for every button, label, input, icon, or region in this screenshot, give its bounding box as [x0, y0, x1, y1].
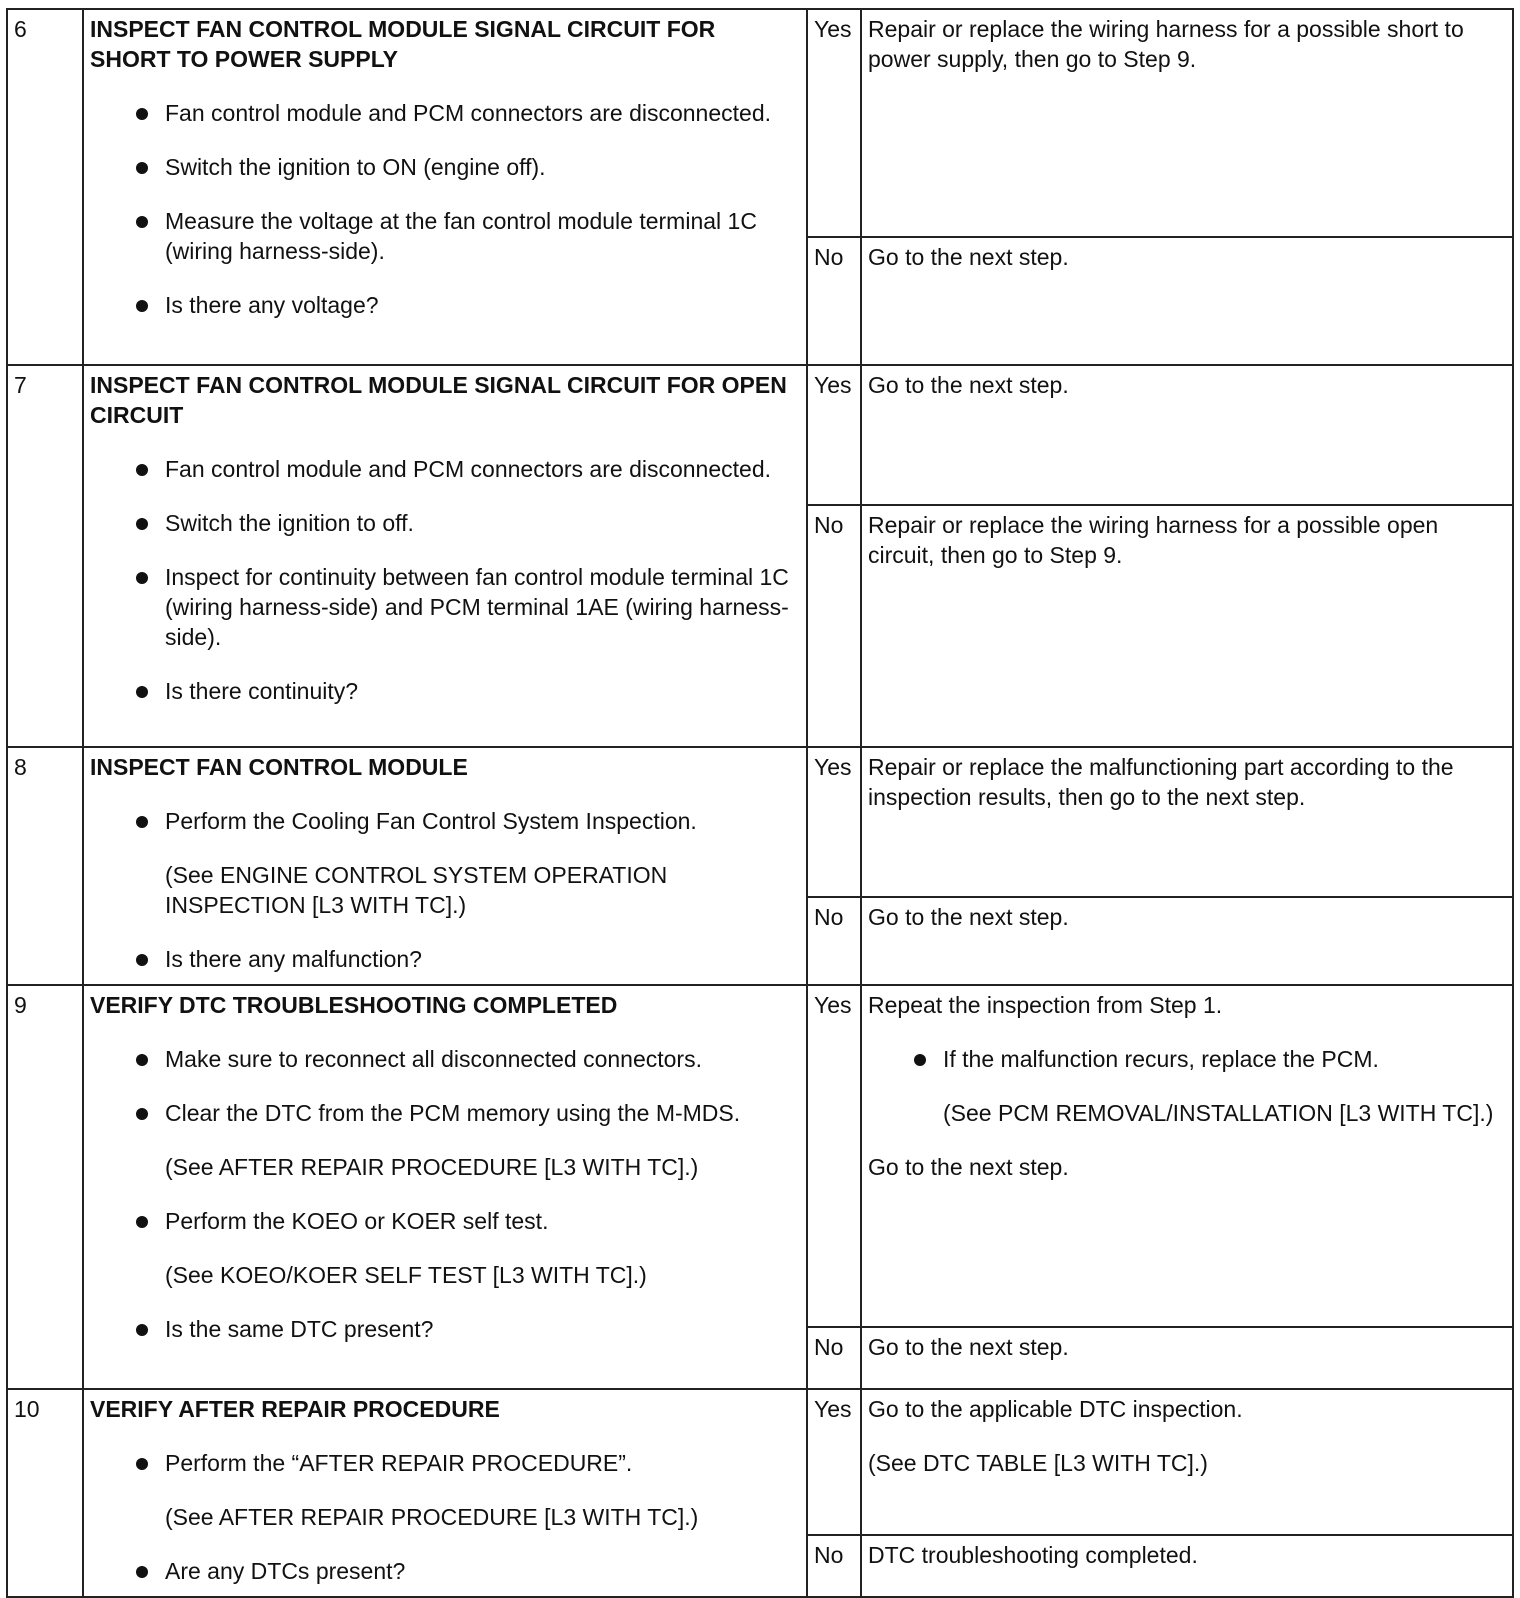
troubleshooting-table — [6, 8, 1514, 1598]
yes-action-text: Repeat the inspection from Step 1. — [868, 992, 1223, 1018]
yes-label: Yes — [807, 1389, 861, 1535]
step-number: 9 — [7, 985, 83, 1389]
list-item: Is there any malfunction? — [90, 944, 800, 974]
no-label: No — [807, 1535, 861, 1597]
yes-label: Yes — [807, 9, 861, 237]
table-row — [7, 365, 1513, 505]
reference-note: (See DTC TABLE [L3 WITH TC].) — [868, 1450, 1208, 1476]
list-item: If the malfunction recurs, replace the PCM. — [868, 1044, 1506, 1074]
yes-action — [861, 985, 1513, 1327]
step-number: 10 — [7, 1389, 83, 1597]
yes-label: Yes — [807, 747, 861, 897]
table-row — [7, 747, 1513, 897]
reference-note: (See ENGINE CONTROL SYSTEM OPERATION INSPECTION [L3 WITH TC].) — [165, 862, 668, 918]
list-item: Switch the ignition to off. — [90, 508, 800, 538]
list-item: Perform the KOEO or KOER self test. — [90, 1206, 800, 1236]
no-action: Repair or replace the wiring harness for a possible open circuit, then go to Step 9. — [861, 505, 1513, 747]
reference-note: (See AFTER REPAIR PROCEDURE [L3 WITH TC].) — [165, 1504, 699, 1530]
step-number: 8 — [7, 747, 83, 985]
yes-action: Repair or replace the malfunctioning part according to the inspection results, then go to the next step. — [861, 747, 1513, 897]
reference-note: (See AFTER REPAIR PROCEDURE [L3 WITH TC].) — [165, 1154, 699, 1180]
step-instructions — [83, 1389, 807, 1597]
no-action: DTC troubleshooting completed. — [861, 1535, 1513, 1597]
step-number: 7 — [7, 365, 83, 747]
yes-action — [861, 1389, 1513, 1535]
no-label: No — [807, 505, 861, 747]
step-title: INSPECT FAN CONTROL MODULE SIGNAL CIRCUIT FOR SHORT TO POWER SUPPLY — [90, 16, 716, 72]
list-item: Fan control module and PCM connectors are disconnected. — [90, 98, 800, 128]
step-instructions — [83, 365, 807, 747]
list-item: Measure the voltage at the fan control module terminal 1C (wiring harness-side). — [90, 206, 800, 266]
yes-action-text: Go to the next step. — [868, 1154, 1069, 1180]
list-item: Is there any voltage? — [90, 290, 800, 320]
troubleshooting-document — [6, 8, 1512, 1598]
no-label: No — [807, 1327, 861, 1389]
reference-note: (See PCM REMOVAL/INSTALLATION [L3 WITH TC].) — [943, 1100, 1494, 1126]
list-item: Inspect for continuity between fan control module terminal 1C (wiring harness-side) and PCM terminal 1AE (wiring harness-side). — [90, 562, 800, 652]
list-item: Perform the Cooling Fan Control System Inspection. — [90, 806, 800, 836]
reference-note: (See KOEO/KOER SELF TEST [L3 WITH TC].) — [165, 1262, 647, 1288]
step-instructions — [83, 985, 807, 1389]
list-item: Perform the “AFTER REPAIR PROCEDURE”. — [90, 1448, 800, 1478]
yes-action-text: Go to the applicable DTC inspection. — [868, 1396, 1243, 1422]
no-action: Go to the next step. — [861, 237, 1513, 365]
step-instructions — [83, 9, 807, 365]
step-title: INSPECT FAN CONTROL MODULE SIGNAL CIRCUIT FOR OPEN CIRCUIT — [90, 372, 787, 428]
no-label: No — [807, 237, 861, 365]
yes-label: Yes — [807, 985, 861, 1327]
list-item: Are any DTCs present? — [90, 1556, 800, 1586]
table-row — [7, 1389, 1513, 1535]
step-instructions — [83, 747, 807, 985]
yes-action: Repair or replace the wiring harness for a possible short to power supply, then go to Step 9. — [861, 9, 1513, 237]
step-title: VERIFY DTC TROUBLESHOOTING COMPLETED — [90, 992, 618, 1018]
step-number: 6 — [7, 9, 83, 365]
table-row — [7, 9, 1513, 237]
step-title: VERIFY AFTER REPAIR PROCEDURE — [90, 1396, 500, 1422]
list-item: Clear the DTC from the PCM memory using the M-MDS. — [90, 1098, 800, 1128]
yes-action: Go to the next step. — [861, 365, 1513, 505]
list-item: Is the same DTC present? — [90, 1314, 800, 1344]
list-item: Fan control module and PCM connectors are disconnected. — [90, 454, 800, 484]
step-title: INSPECT FAN CONTROL MODULE — [90, 754, 468, 780]
no-label: No — [807, 897, 861, 985]
table-row — [7, 985, 1513, 1327]
list-item: Make sure to reconnect all disconnected connectors. — [90, 1044, 800, 1074]
no-action: Go to the next step. — [861, 1327, 1513, 1389]
no-action: Go to the next step. — [861, 897, 1513, 985]
yes-label: Yes — [807, 365, 861, 505]
list-item: Switch the ignition to ON (engine off). — [90, 152, 800, 182]
list-item: Is there continuity? — [90, 676, 800, 706]
